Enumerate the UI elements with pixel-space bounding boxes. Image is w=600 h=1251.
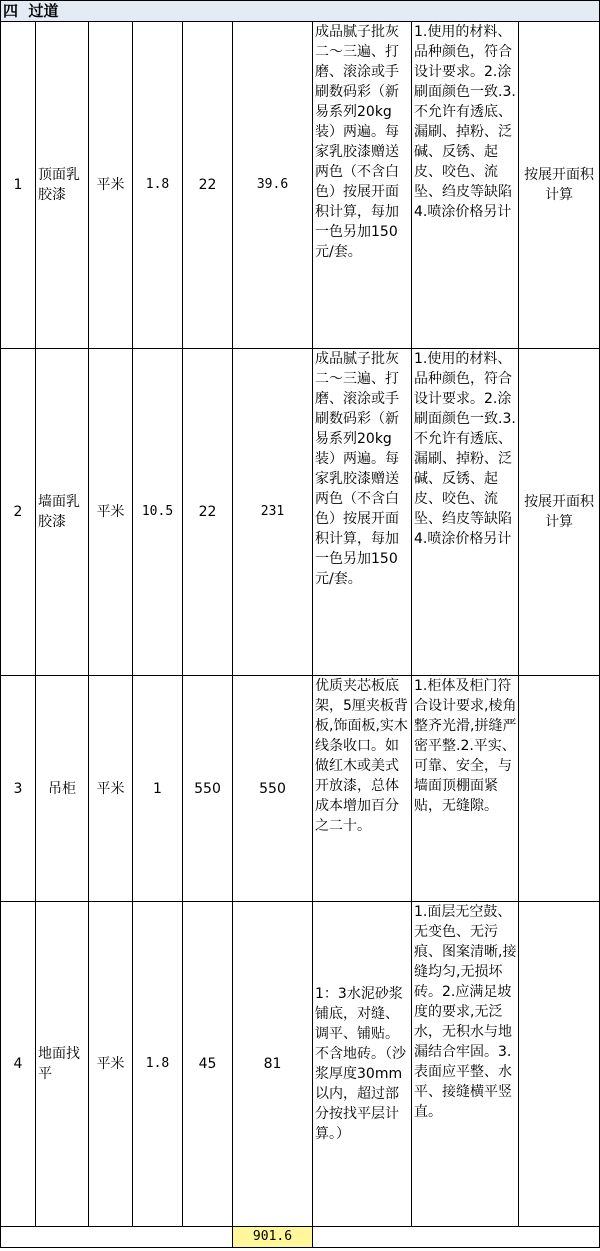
item-note: 按展开面积计算 (519, 349, 600, 676)
table-row (1, 676, 600, 902)
total-amount: 901.6 (233, 1227, 313, 1248)
item-quantity: 1.8 (133, 22, 183, 349)
total-row (1, 1227, 600, 1248)
item-amount: 81 (233, 902, 313, 1227)
item-quantity: 1.8 (133, 902, 183, 1227)
total-spacer-right (313, 1227, 600, 1248)
section-header (1, 1, 600, 22)
item-name: 顶面乳胶漆 (36, 22, 89, 349)
item-note (519, 902, 600, 1227)
item-price: 22 (183, 22, 233, 349)
item-standard: 1.面层无空鼓、无变色、无污痕、图案清晰,接缝均匀,无损坏砖。2.应满足坡度的要求,无泛水，无积水与地漏结合牢固。3.表面应平整、水平、接缝横平竖直。 (412, 902, 519, 1227)
item-unit: 平米 (89, 676, 133, 902)
item-unit: 平米 (89, 22, 133, 349)
item-description: 成品腻子批灰二～三遍、打磨、滚涂或手刷数码彩（新易系列20kg装）两遍。每家乳胶漆赠送两色（不含白色）按展开面积计算，每加一色另加150元/套。 (313, 349, 412, 676)
item-name: 地面找平 (36, 902, 89, 1227)
item-quantity: 10.5 (133, 349, 183, 676)
item-name: 吊柜 (36, 676, 89, 902)
item-unit: 平米 (89, 349, 133, 676)
item-price: 550 (183, 676, 233, 902)
item-amount: 231 (233, 349, 313, 676)
item-price: 22 (183, 349, 233, 676)
item-name: 墙面乳胶漆 (36, 349, 89, 676)
row-number: 1 (1, 22, 36, 349)
table-row (1, 22, 600, 349)
section-title: 过道 (28, 2, 59, 20)
item-quantity: 1 (133, 676, 183, 902)
item-standard: 1.使用的材料、品种颜色，符合设计要求。2.涂刷面颜色一致.3.不允许有透底、漏刷、掉粉、泛碱、反锈、起皮、咬色、流坠、绉皮等缺陷 4.喷涂价格另计 (412, 22, 519, 349)
item-amount: 39.6 (233, 22, 313, 349)
table-row (1, 902, 600, 1227)
item-price: 45 (183, 902, 233, 1227)
item-description: 成品腻子批灰二～三遍、打磨、滚涂或手刷数码彩（新易系列20kg装）两遍。每家乳胶漆赠送两色（不含白色）按展开面积计算，每加一色另加150元/套。 (313, 22, 412, 349)
table-row (1, 349, 600, 676)
item-unit: 平米 (89, 902, 133, 1227)
row-number: 4 (1, 902, 36, 1227)
item-standard: 1.柜体及柜门符合设计要求,棱角整齐光滑,拼缝严密平整.2.平实、可靠、安全，与墙面顶棚面紧贴，无缝隙。 (412, 676, 519, 902)
item-amount: 550 (233, 676, 313, 902)
section-number: 四 (3, 2, 19, 20)
total-spacer (1, 1227, 233, 1248)
row-number: 3 (1, 676, 36, 902)
row-number: 2 (1, 349, 36, 676)
item-description: 优质夹芯板底架，5厘夹板背板,饰面板,实木线条收口。如做红木或美式开放漆，总体成本增加百分之二十。 (313, 676, 412, 902)
item-note: 按展开面积计算 (519, 22, 600, 349)
item-note (519, 676, 600, 902)
item-description: 1：3水泥砂浆铺底，对缝、调平、铺贴。不含地砖。（沙浆厚度30mm以内，超过部分按找平层计算。） (313, 902, 412, 1227)
section-header-row (1, 1, 600, 22)
item-standard: 1.使用的材料、品种颜色，符合设计要求。2.涂刷面颜色一致.3.不允许有透底、漏刷、掉粉、泛碱、反锈、起皮、咬色、流坠、绉皮等缺陷 4.喷涂价格另计 (412, 349, 519, 676)
